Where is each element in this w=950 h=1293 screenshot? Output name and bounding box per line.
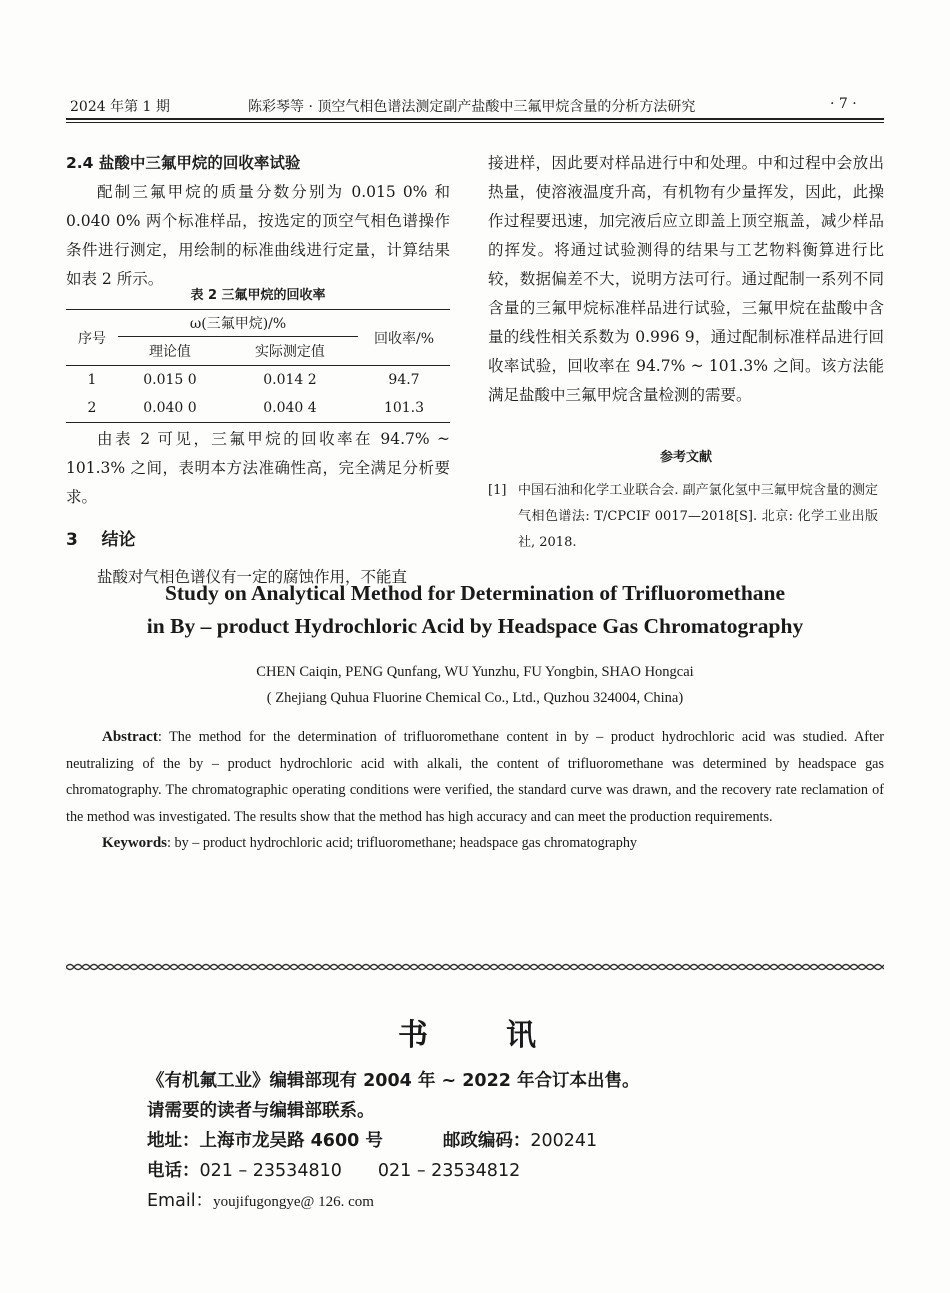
keywords-label: Keywords — [102, 835, 167, 851]
phone-1: 021 – 23534810 — [199, 1161, 342, 1181]
address-label: 地址： — [147, 1131, 200, 1151]
notice-line1: 《有机氟工业》编辑部现有 2004 年 ~ 2022 年合订本出售。 — [147, 1071, 640, 1091]
english-affiliation: ( Zhejiang Quhua Fluorine Chemical Co., Ltd., Quzhou 324004, China) — [266, 690, 684, 706]
col-group-header: ω(三氟甲烷)/% — [118, 310, 358, 337]
notice-line2: 请需要的读者与编辑部联系。 — [147, 1101, 375, 1121]
references-heading: 参考文献 — [659, 450, 712, 465]
table-row — [66, 366, 450, 395]
reference-text: 中国石油和化学工业联合会. 副产氯化氢中三氟甲烷含量的测定 气相色谱法: T/CPCIF 0017—2018[S]. 北京: 化学工业出版社, 2018. — [518, 483, 878, 550]
section-3-number: 3 — [66, 530, 78, 550]
postcode-label: 邮政编码： — [442, 1131, 531, 1151]
notice-title: 书讯 — [398, 1018, 614, 1053]
col-theory-header: 理论值 — [148, 344, 191, 360]
running-title: 陈彩琴等 · 顶空气相色谱法测定副产盐酸中三氟甲烷含量的分析方法研究 — [248, 99, 696, 115]
reference-item — [488, 478, 884, 556]
left-column-lower — [66, 425, 450, 592]
section-3-title — [66, 526, 450, 555]
abstract-text: The method for the determination of trifluoromethane content in by – product hydrochloric acid was studied. After neutralizing of the by – product hydrochloric acid with alkali, the content of trifluoromethane was determined by headspace gas chromatography. The chromatographic operating conditions were verified, the standard curve was drawn, and the recovery rate reclamation of the method was investigated. The results show that the method has high accuracy and can meet the production requirements. — [66, 729, 884, 825]
col-index-header: 序号 — [78, 330, 106, 347]
abstract-label: Abstract — [102, 729, 158, 745]
notice-email-line — [147, 1186, 867, 1217]
page-number: · 7 · — [830, 96, 857, 112]
cell-measured: 0.040 4 — [263, 400, 317, 416]
english-title — [66, 577, 884, 643]
english-abstract: Abstract: The method for the determination of trifluoromethane content in by – product hydrochloric acid was studied. After neutralizing of the by – product hydrochloric acid with alkali, the content of trifluoromethane was determined by headspace gas chromatography. The chromatographic operating conditions were verified, the standard curve was drawn, and the recovery rate reclamation of the method was investigated. The results show that the method has high accuracy and can meet the production requirements. Keywords: by – product hydrochloric acid; trifluoromethane; headspace gas chromatography — [66, 729, 884, 851]
english-authors: CHEN Caiqin, PENG Qunfang, WU Yunzhu, FU Yongbin, SHAO Hongcai — [256, 664, 694, 680]
cell-theory: 0.015 0 — [143, 372, 197, 388]
notice-body — [147, 1066, 867, 1217]
issue-label: 2024 年第 1 期 — [70, 99, 170, 115]
notice-address-line — [147, 1126, 867, 1156]
email-label: Email： — [147, 1191, 214, 1211]
english-title-line2: in By – product Hydrochloric Acid by Headspace Gas Chromatography — [146, 614, 804, 638]
section-3-heading: 结论 — [101, 530, 136, 550]
english-title-line1: Study on Analytical Method for Determination of Trifluoromethane — [164, 581, 786, 605]
after-table-paragraph: 由表 2 可见，三氟甲烷的回收率在 94.7% ~ 101.3% 之间，表明本方法准确性高，完全满足分析要求。 — [66, 430, 450, 506]
section-3-paragraph: 盐酸对气相色谱仪有一定的腐蚀作用，不能直 — [97, 568, 408, 586]
col-measured-header: 实际测定值 — [254, 344, 325, 360]
right-column — [488, 149, 884, 410]
section-2-4-paragraph: 配制三氟甲烷的质量分数分别为 0.015 0% 和 0.040 0% 两个标准样品，按选定的顶空气相色谱操作条件进行测定，用绘制的标准曲线进行定量，计算结果如表 2 所示。 — [66, 183, 450, 288]
left-column — [66, 149, 450, 294]
section-2-4-title: 2.4 盐酸中三氟甲烷的回收率试验 — [66, 154, 301, 172]
header-rule-thin — [66, 122, 884, 123]
address-value: 上海市龙吴路 4600 号 — [199, 1131, 383, 1151]
email-value: youjifugongye@ 126. com — [213, 1194, 374, 1210]
phone-2: 021 – 23534812 — [377, 1161, 521, 1181]
right-column-paragraph: 接进样，因此要对样品进行中和处理。中和过程中会放出热量，使溶液温度升高，有机物有少量挥发，因此，此操作过程要迅速，加完液后应立即盖上顶空瓶盖，减少样品的挥发。将通过试验测得的结果与工艺物料衡算进行比较，数据偏差不大，说明方法可行。通过配制一系列不同含量的三氟甲烷标准样品进行试验，三氟甲烷在盐酸中含量的线性相关系数为 0.996 9，通过配制标准样品进行回收率试验，回收率在 94.7% ~ 101.3% 之间。该方法能满足盐酸中三氟甲烷含量检测的需要。 — [488, 154, 884, 404]
cell-no: 1 — [87, 372, 97, 388]
cell-measured: 0.014 2 — [263, 372, 317, 388]
col-recovery-header: 回收率/% — [373, 330, 435, 347]
wave-divider — [66, 962, 884, 972]
table-row — [66, 394, 450, 423]
notice-phone-line — [147, 1156, 867, 1186]
reference-label: [1] — [488, 483, 507, 498]
postcode-value: 200241 — [530, 1131, 598, 1151]
cell-theory: 0.040 0 — [143, 400, 197, 416]
cell-recovery: 101.3 — [383, 400, 425, 416]
header-rule — [66, 118, 884, 120]
cell-no: 2 — [87, 400, 97, 416]
table-2 — [66, 284, 450, 423]
table-caption: 表 2 三氟甲烷的回收率 — [190, 288, 326, 303]
phone-label: 电话： — [147, 1161, 200, 1181]
cell-recovery: 94.7 — [388, 372, 420, 388]
keywords-text: by – product hydrochloric acid; trifluoromethane; headspace gas chromatography — [174, 835, 638, 851]
